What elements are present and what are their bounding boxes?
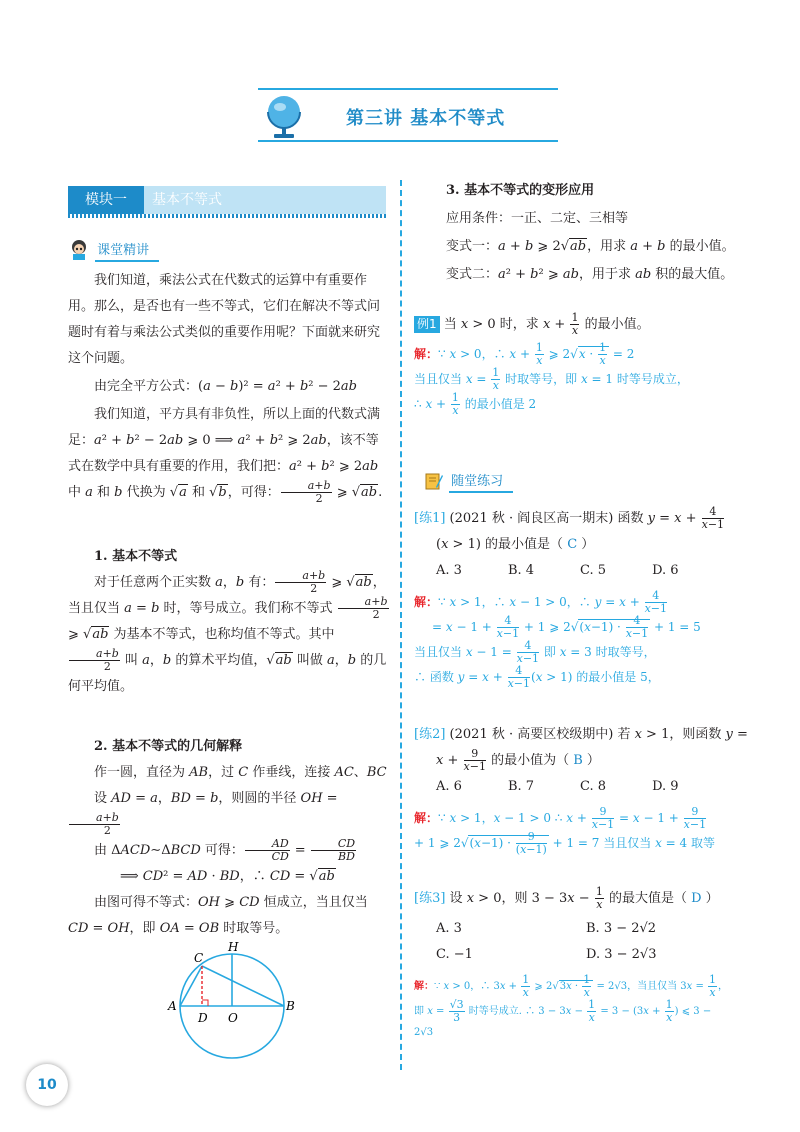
right-column xyxy=(420,178,772,288)
practice-2-question: [练2] (2021 秋 · 高要区校级期中) 若 x > 1，则函数 y = xyxy=(414,727,748,742)
geo-line-1: 作一圆，直径为 AB，过 C 作垂线，连接 AC、BC xyxy=(94,765,387,780)
practice-3-option-c[interactable]: C. −1 xyxy=(436,947,473,962)
geo-line-3: 由 ΔACD∼ΔBCD 可得： $\frac{AD}{CD}$ = $\frac{CD}{BD}$ xyxy=(94,837,356,863)
practice-1-solution-2: = x − 1 + $\frac{4}{x-1}$ + 1 ⩾ 2√(x−1) · $\frac{4}{x-1}$ + 1 = 5 xyxy=(432,614,701,640)
practice-1-solution-4: ∴ 函数 y = x + $\frac{4}{x-1}$ (x > 1) 的最小值是 5， xyxy=(414,664,660,690)
example-1-tag: 例1 xyxy=(414,316,440,333)
practice-1-question: [练1] (2021 秋 · 阎良区高一期末) 函数 y = x + $\frac{4}{x-1}$ xyxy=(414,505,725,531)
practice-1-option-a[interactable]: A. 3 xyxy=(436,563,462,578)
practice-3-option-a[interactable]: A. 3 xyxy=(436,921,462,936)
practice-2-solution-1: 解：∵ x > 1，x − 1 > 0 ∴ x + $\frac{9}{x-1}$ = x − 1 + $\frac{9}{x-1}$ xyxy=(414,805,707,831)
practice-2-option-c[interactable]: C. 8 xyxy=(580,779,607,794)
practice-2 xyxy=(414,722,774,856)
left-column xyxy=(68,268,390,942)
heading-basic-inequality: 1. 基本不等式 xyxy=(94,549,178,564)
label-o: O xyxy=(228,1011,238,1025)
practice-3 xyxy=(414,886,774,1042)
page-number: 10 xyxy=(26,1064,68,1106)
globe-icon xyxy=(260,92,310,142)
practice-3-options xyxy=(414,916,774,968)
practice-3-option-b[interactable]: B. 3 − 2√2 xyxy=(586,921,657,936)
practice-2-options xyxy=(414,774,774,800)
practice-3-solution-2: 即 x = $\frac{√3}{3}$ 时等号成立. ∴ 3 − 3x − $\frac{1}{x}$ = 3 − (3x + $\frac{1}{x}$ ) ⩽ 3 − xyxy=(414,998,712,1024)
condition-line: 应用条件：一正、二定、三相等 xyxy=(446,211,629,226)
module-heading xyxy=(68,186,386,218)
label-a: A xyxy=(168,999,177,1013)
practice-1-question-2: (x > 1) 的最小值是（ C ） xyxy=(436,537,595,552)
practice-2-solution-2: + 1 ⩾ 2√(x−1) · $\frac{9}{(x-1)}$ + 1 = 7 当且仅当 x = 4 取等 xyxy=(414,830,715,856)
module-stripes xyxy=(68,214,386,218)
practice-1-option-b[interactable]: B. 4 xyxy=(507,563,535,578)
label-h: H xyxy=(228,940,239,954)
practice-1-tag: [练1] xyxy=(414,511,446,526)
practice-2-question-2: x + $\frac{9}{x-1}$ 的最小值为（ B ） xyxy=(436,747,600,773)
practice-2-option-d[interactable]: D. 9 xyxy=(652,779,679,794)
geo-line-2: 设 AD = a，BD = b，则圆的半径 OH = $\frac{a+b}{2}$ xyxy=(68,786,390,838)
practice-1-solution-3: 当且仅当 x − 1 = $\frac{4}{x-1}$ 即 x = 3 时取等号， xyxy=(414,639,656,665)
practice-3-question: [练3] 设 x > 0，则 3 − 3x − $\frac{1}{x}$ 的最大值是（ D ） xyxy=(414,885,719,911)
intro-paragraph: 我们知道，乘法公式在代数式的运算中有重要作用。那么，是否也有一些不等式，它们在解决不等式问题时有着与乘法公式类似的重要作用呢？下面就来研究这个问题。 xyxy=(68,273,381,366)
page-title: 第三讲 基本不等式 xyxy=(346,108,506,129)
label-b: B xyxy=(286,999,295,1013)
title-rule-bottom xyxy=(258,140,558,142)
lesson-title-bar xyxy=(258,88,558,142)
example-1 xyxy=(414,312,774,417)
student-icon xyxy=(68,238,90,260)
practice-1-solution-1: 解：∵ x > 1，∴ x − 1 > 0，∴ y = x + $\frac{4}{x-1}$ xyxy=(414,589,667,615)
circle-figure xyxy=(160,938,300,1060)
practice-3-solution-1: 解：∵ x > 0，∴ 3x + $\frac{1}{x}$ ⩾ 2√3x · $\frac{1}{x}$ = 2√3，当且仅当 3x = $\frac{1}{x}$ ， xyxy=(414,973,729,999)
practice-3-option-d[interactable]: D. 3 − 2√3 xyxy=(586,947,657,962)
variant-2: 变式二：a² + b² ⩾ ab，用于求 ab 积的最大值。 xyxy=(446,267,734,282)
example-1-solution-1: 解：∵ x > 0，∴ x + $\frac{1}{x}$ ⩾ 2√x · $\frac{1}{x}$ = 2 xyxy=(414,341,635,367)
example-1-solution-3: ∴ x + $\frac{1}{x}$ 的最小值是 2 xyxy=(414,391,537,417)
notebook-pencil-icon xyxy=(424,471,444,491)
label-c: C xyxy=(194,951,204,965)
practice-2-tag: [练2] xyxy=(414,727,446,742)
practice-1 xyxy=(414,506,774,690)
heading-geometry: 2. 基本不等式的几何解释 xyxy=(94,739,243,754)
classroom-section xyxy=(68,238,159,262)
module-label: 模块一 xyxy=(68,186,144,214)
practice-1-option-c[interactable]: C. 5 xyxy=(580,563,607,578)
practice-1-options xyxy=(414,558,774,584)
column-divider xyxy=(400,180,402,1070)
square-formula: 由完全平方公式：(a − b)² = a² + b² − 2ab xyxy=(94,379,357,394)
practice-1-option-d[interactable]: D. 6 xyxy=(652,563,679,578)
classroom-badge: 课堂精讲 xyxy=(95,239,159,262)
practice-2-option-a[interactable]: A. 6 xyxy=(436,779,462,794)
example-1-question: 例1 当 x > 0 时，求 x + $\frac{1}{x}$ 的最小值。 xyxy=(414,312,774,338)
practice-section xyxy=(424,470,513,493)
practice-3-solution-3: 2√3 xyxy=(414,1027,434,1038)
title-rule-top xyxy=(258,88,558,90)
example-1-solution-2: 当且仅当 x = $\frac{1}{x}$ 时取等号，即 x = 1 时等号成立， xyxy=(414,366,689,392)
practice-3-tag: [练3] xyxy=(414,891,446,906)
practice-badge: 随堂练习 xyxy=(449,470,513,493)
geo-line-4: ⟹ CD² = AD · BD，∴ CD = √ab xyxy=(120,869,335,884)
practice-2-option-b[interactable]: B. 7 xyxy=(507,779,535,794)
nonneg-paragraph: 我们知道，平方具有非负性，所以上面的代数式满足：a² + b² − 2ab ⩾ 0 ⟹ a² + b² ⩾ 2ab，该不等式在数学中具有重要的作用，我们把：a² + b² ⩾ 2ab 中 a 和 b 代换为 √a 和 √b，可得： $\frac{a+b}{2}$ ⩾ √ab. xyxy=(68,407,383,505)
variant-1: 变式一：a + b ⩾ 2√ab，用求 a + b 的最小值。 xyxy=(446,239,735,254)
module-title: 基本不等式 xyxy=(144,186,386,214)
right-angle-mark xyxy=(202,1000,208,1006)
label-d: D xyxy=(198,1011,208,1025)
basic-inequality-paragraph: 对于任意两个正实数 a，b 有： $\frac{a+b}{2}$ ⩾ √ab，当且仅当 a = b 时，等号成立。我们称不等式 $\frac{a+b}{2}$ ⩾ √ab 为基本不等式，也称均值不等式。其中 $\frac{a+b}{2}$ 叫 a，b 的算术平均值，√ab 叫做 a，b 的几何平均值。 xyxy=(68,569,388,694)
geo-line-5: 由图可得不等式：OH ⩾ CD 恒成立，当且仅当 CD = OH，即 OA = OB 时取等号。 xyxy=(68,895,368,936)
heading-variants: 3. 基本不等式的变形应用 xyxy=(446,183,595,198)
